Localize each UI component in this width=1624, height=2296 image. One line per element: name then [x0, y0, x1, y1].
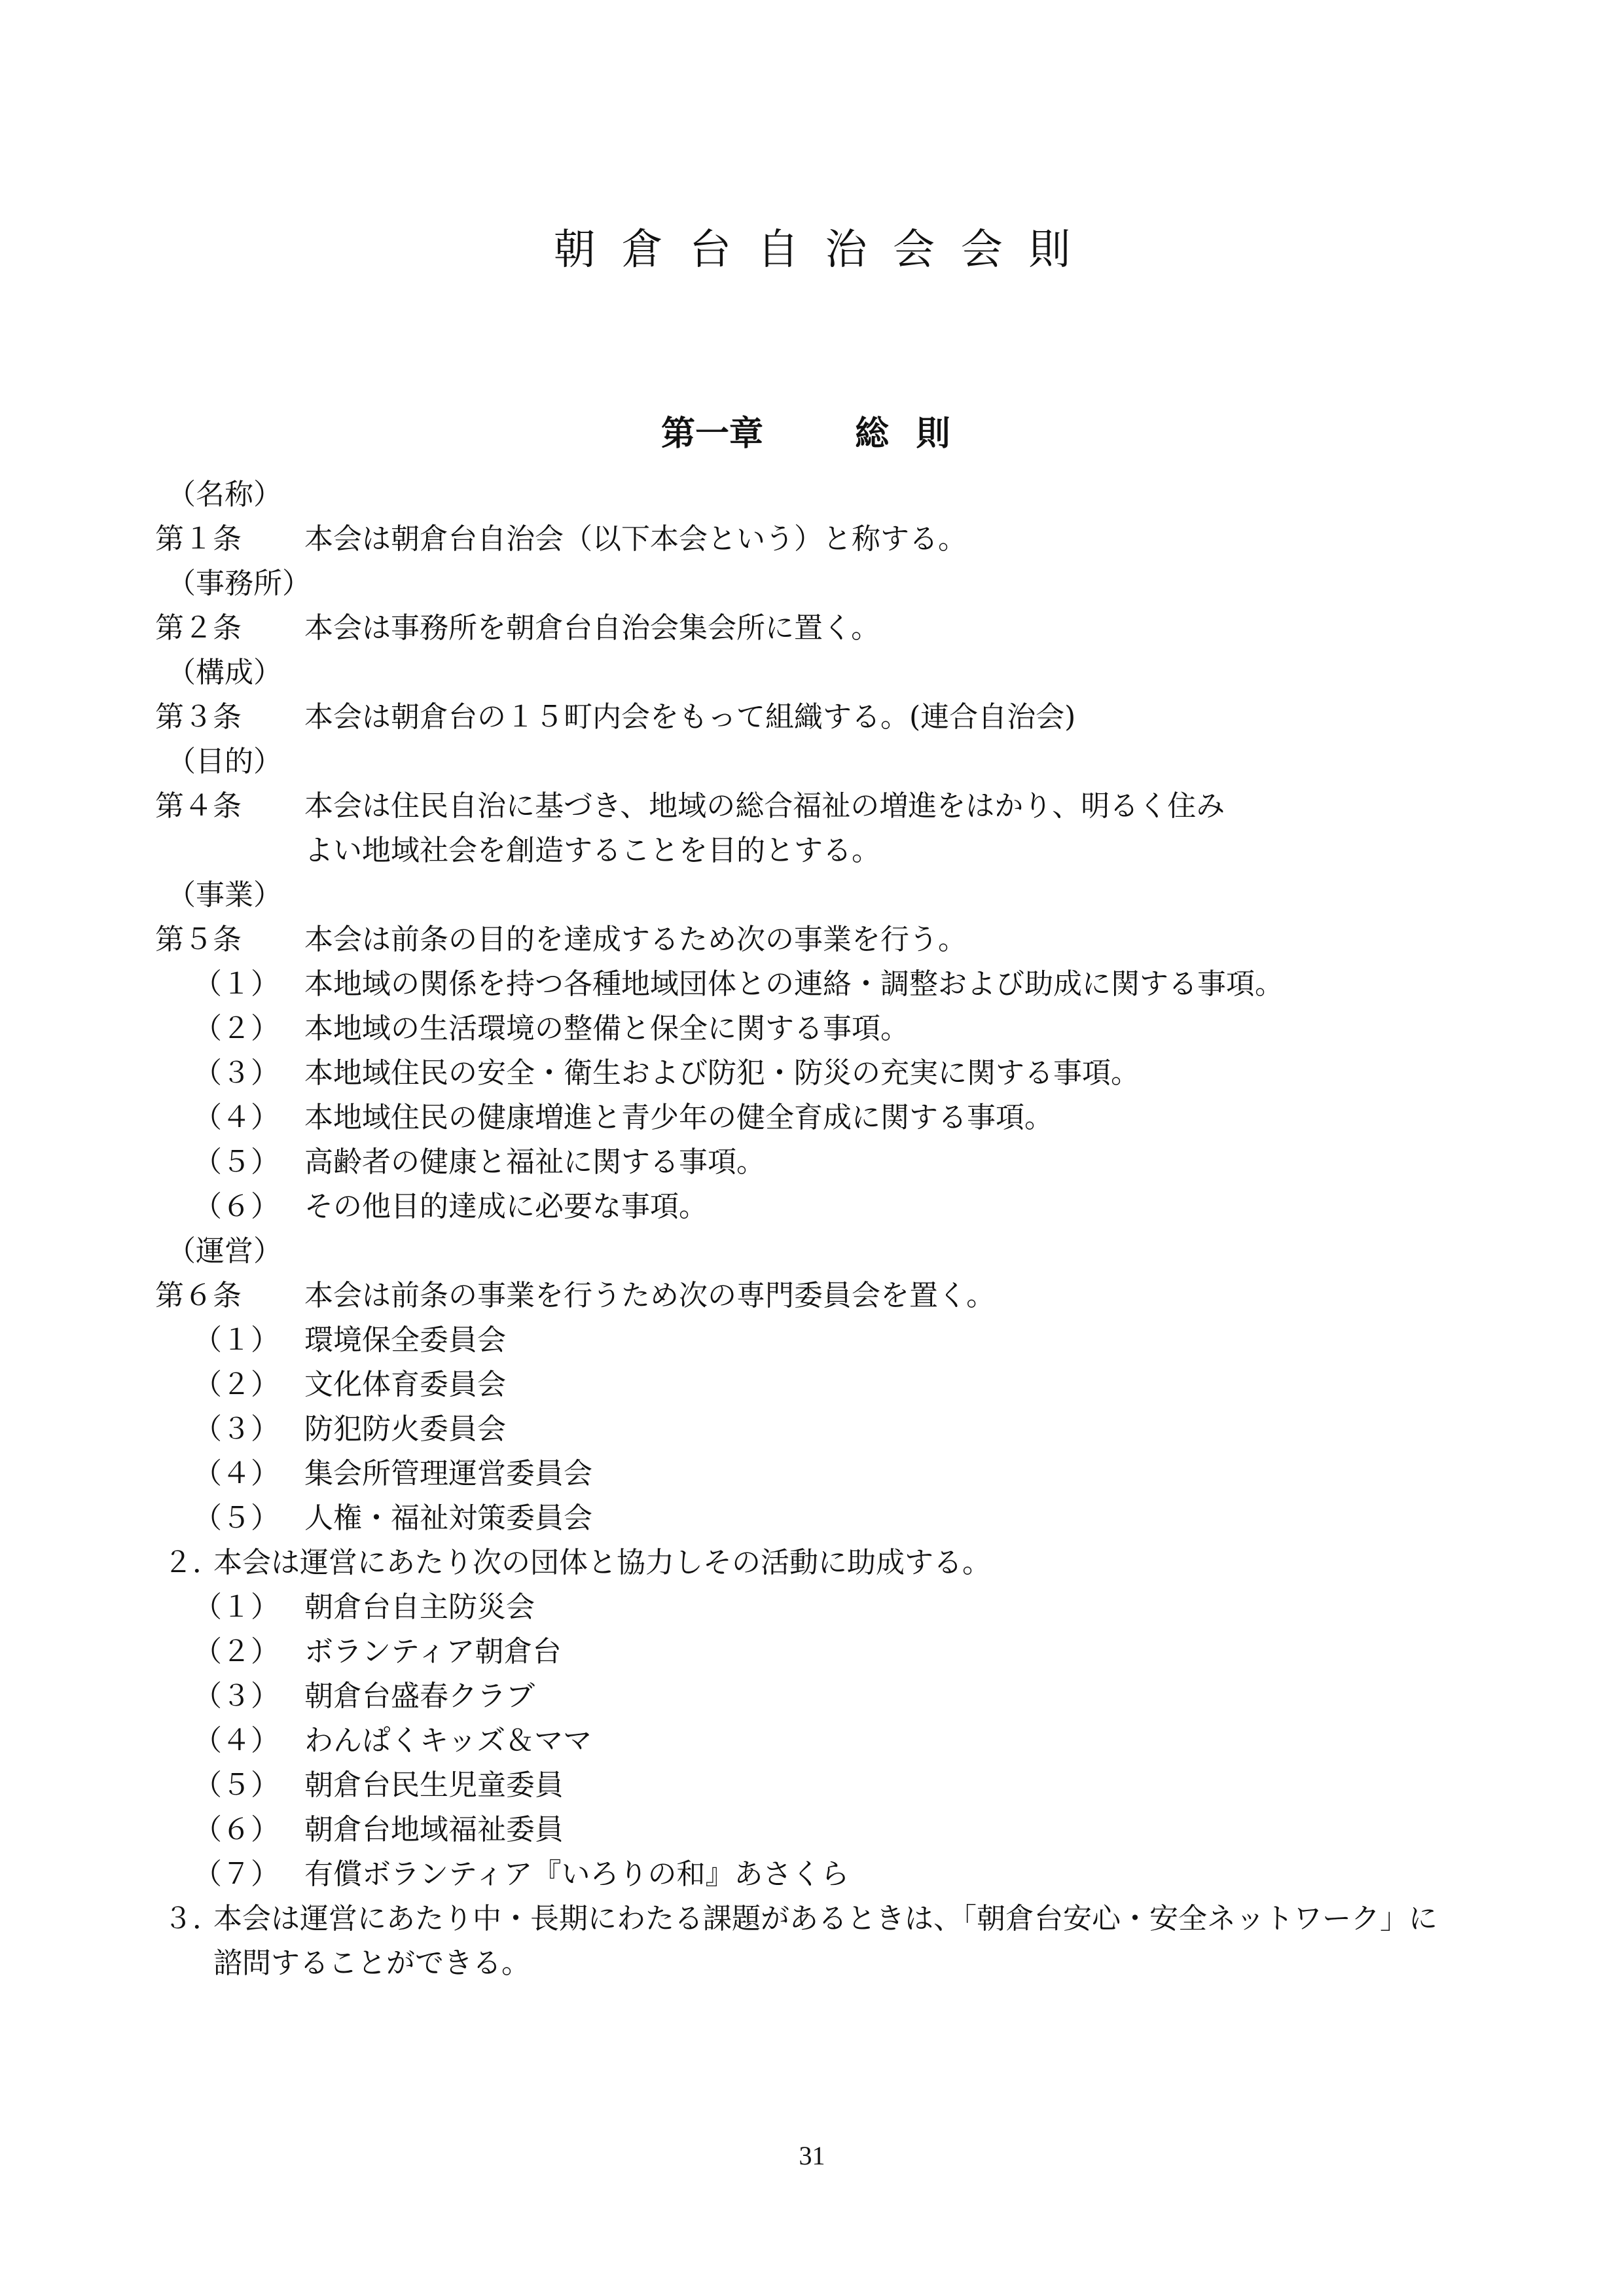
chapter-name: 総則	[855, 414, 978, 454]
list-item-number: （４）	[193, 1101, 280, 1134]
list-item-text: 本地域の生活環境の整備と保全に関する事項。	[304, 1012, 909, 1045]
paragraph-3-text-continued: 諮問することができる。	[213, 1946, 530, 1980]
article-3-caption: （構成）	[167, 656, 282, 689]
list-item-number: （６）	[193, 1190, 280, 1223]
list-item-text: その他目的達成に必要な事項。	[304, 1190, 708, 1223]
paragraph-2-number: ２．	[164, 1546, 221, 1579]
list-item-text: 人権・福祉対策委員会	[304, 1501, 592, 1535]
list-item	[0, 1763, 1624, 1808]
paragraph-3	[0, 1897, 1624, 1941]
list-item	[0, 962, 1624, 1007]
article-2	[0, 606, 1624, 651]
article-3-text: 本会は朝倉台の１５町内会をもって組織する。(連合自治会)	[304, 700, 1076, 734]
list-item-text: 朝倉台自主防災会	[304, 1590, 535, 1624]
list-item	[0, 1452, 1624, 1496]
list-item	[0, 1140, 1624, 1185]
article-5-caption: （事業）	[167, 878, 282, 912]
list-item	[0, 1719, 1624, 1763]
list-item-number: （２）	[193, 1368, 280, 1401]
list-item-number: （３）	[193, 1056, 280, 1090]
list-item	[0, 1630, 1624, 1674]
list-item-text: 文化体育委員会	[304, 1368, 506, 1401]
list-item	[0, 1674, 1624, 1719]
list-item-text: 朝倉台民生児童委員	[304, 1768, 564, 1802]
list-item-text: 高齢者の健康と福祉に関する事項。	[304, 1145, 765, 1179]
article-1	[0, 517, 1624, 562]
list-item-number: （１）	[193, 1590, 280, 1624]
list-item-text: わんぱくキッズ＆ママ	[304, 1724, 592, 1757]
list-item-number: （５）	[193, 1145, 280, 1179]
paragraph-2	[0, 1541, 1624, 1585]
article-caption	[0, 1229, 1624, 1274]
article-caption	[0, 740, 1624, 784]
chapter-number: 第一章	[661, 414, 764, 454]
list-item-text: ボランティア朝倉台	[304, 1635, 562, 1668]
list-item-number: （３）	[193, 1679, 280, 1713]
list-item-number: （２）	[193, 1635, 280, 1668]
article-caption	[0, 651, 1624, 695]
article-4-text: 本会は住民自治に基づき、地域の総合福祉の増進をはかり、明るく住み	[304, 789, 1225, 823]
list-item-text: 集会所管理運営委員会	[304, 1457, 592, 1490]
article-2-caption: （事務所）	[167, 567, 311, 600]
articles-body	[0, 473, 1624, 1986]
list-item	[0, 1407, 1624, 1452]
article-caption	[0, 473, 1624, 517]
chapter-heading	[661, 406, 977, 455]
list-item-number: （４）	[193, 1457, 280, 1490]
list-item	[0, 1096, 1624, 1140]
article-6-text: 本会は前条の事業を行うため次の専門委員会を置く。	[304, 1279, 996, 1312]
list-item	[0, 1051, 1624, 1096]
article-3-number: 第３条	[155, 700, 242, 734]
list-item	[0, 1808, 1624, 1852]
list-item-text: 本地域住民の健康増進と青少年の健全育成に関する事項。	[304, 1101, 1053, 1134]
article-4	[0, 784, 1624, 829]
article-4-caption: （目的）	[167, 745, 282, 778]
list-item-text: 本地域住民の安全・衛生および防犯・防災の充実に関する事項。	[304, 1056, 1140, 1090]
article-4-text-continued: よい地域社会を創造することを目的とする。	[304, 834, 880, 867]
document-title: 朝倉台自治会会則	[553, 226, 1097, 274]
article-5-number: 第５条	[155, 923, 242, 956]
article-3	[0, 695, 1624, 740]
list-item-number: （５）	[193, 1768, 280, 1802]
page-number: 31	[799, 2141, 825, 2170]
article-1-number: 第１条	[155, 522, 242, 556]
list-item-number: （１）	[193, 967, 280, 1001]
list-item-text: 本地域の関係を持つ各種地域団体との連絡・調整および助成に関する事項。	[304, 967, 1284, 1001]
list-item-number: （２）	[193, 1012, 280, 1045]
list-item	[0, 1318, 1624, 1363]
article-5	[0, 918, 1624, 962]
article-caption	[0, 873, 1624, 918]
list-item-number: （４）	[193, 1724, 280, 1757]
paragraph-3-number: ３．	[164, 1902, 221, 1935]
list-item	[0, 1852, 1624, 1897]
article-4-number: 第４条	[155, 789, 242, 823]
list-item	[0, 1496, 1624, 1541]
list-item-text: 朝倉台地域福祉委員	[304, 1813, 564, 1846]
article-1-text: 本会は朝倉台自治会（以下本会という）と称する。	[304, 522, 967, 556]
list-item	[0, 1585, 1624, 1630]
article-caption	[0, 562, 1624, 606]
list-item	[0, 1363, 1624, 1407]
list-item-number: （１）	[193, 1323, 280, 1357]
list-item-text: 環境保全委員会	[304, 1323, 506, 1357]
list-item-number: （６）	[193, 1813, 280, 1846]
list-item-text: 朝倉台盛春クラブ	[304, 1679, 535, 1713]
list-item-number: （３）	[193, 1412, 280, 1446]
list-item-number: （７）	[193, 1857, 280, 1891]
article-6	[0, 1274, 1624, 1318]
list-item-text: 防犯防火委員会	[304, 1412, 506, 1446]
list-item	[0, 1185, 1624, 1229]
article-6-caption: （運営）	[167, 1234, 282, 1268]
article-2-text: 本会は事務所を朝倉台自治会集会所に置く。	[304, 611, 880, 645]
article-6-number: 第６条	[155, 1279, 242, 1312]
paragraph-3-text: 本会は運営にあたり中・長期にわたる課題があるときは、「朝倉台安心・安全ネットワーク」に	[213, 1902, 1437, 1935]
list-item-text: 有償ボランティア『いろりの和』あさくら	[304, 1857, 850, 1891]
list-item	[0, 1007, 1624, 1051]
article-1-caption: （名称）	[167, 478, 282, 511]
paragraph-2-text: 本会は運営にあたり次の団体と協力しその活動に助成する。	[213, 1546, 991, 1579]
article-5-text: 本会は前条の目的を達成するため次の事業を行う。	[304, 923, 967, 956]
list-item-number: （５）	[193, 1501, 280, 1535]
paragraph-3-continued	[0, 1941, 1624, 1986]
article-2-number: 第２条	[155, 611, 242, 645]
article-4-continued	[0, 829, 1624, 873]
